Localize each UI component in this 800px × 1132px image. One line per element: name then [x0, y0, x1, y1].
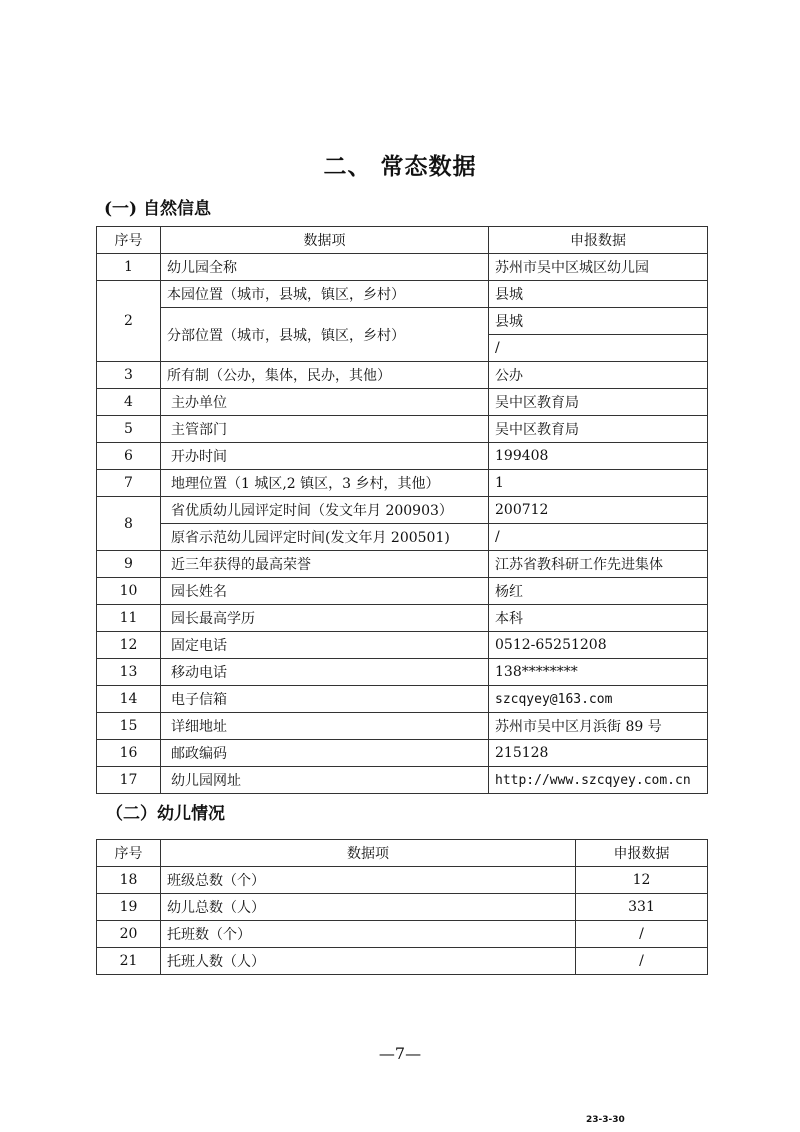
row-no: 2: [97, 281, 161, 362]
row-value: /: [576, 921, 708, 948]
table-row: [97, 767, 708, 794]
row-item: 电子信箱: [161, 686, 489, 713]
table-row: [97, 254, 708, 281]
table-row: [97, 948, 708, 975]
row-item: 移动电话: [161, 659, 489, 686]
row-item: 地理位置（1 城区,2 镇区，3 乡村，其他）: [161, 470, 489, 497]
table-row: [97, 686, 708, 713]
row-item: 主办单位: [161, 389, 489, 416]
table-row: [97, 578, 708, 605]
row-no: 7: [97, 470, 161, 497]
header-item: 数据项: [161, 840, 576, 867]
table-header-row: [97, 840, 708, 867]
row-no: 13: [97, 659, 161, 686]
table-row: [97, 497, 708, 524]
header-value: 申报数据: [576, 840, 708, 867]
row-no: 10: [97, 578, 161, 605]
row-no: 3: [97, 362, 161, 389]
row-no: 21: [97, 948, 161, 975]
row-value: 138********: [489, 659, 708, 686]
table-row: [97, 659, 708, 686]
row-item: 幼儿园全称: [161, 254, 489, 281]
table-header-row: [97, 227, 708, 254]
row-item: 开办时间: [161, 443, 489, 470]
table-row: [97, 632, 708, 659]
row-item: 幼儿园网址: [161, 767, 489, 794]
table-row: [97, 281, 708, 308]
page-title: 二、 常态数据: [323, 153, 477, 180]
header-no: 序号: [97, 227, 161, 254]
row-item: 原省示范幼儿园评定时间(发文年月 200501): [161, 524, 489, 551]
row-item: 固定电话: [161, 632, 489, 659]
row-value: /: [576, 948, 708, 975]
row-value: 215128: [489, 740, 708, 767]
table-row: [97, 362, 708, 389]
row-item: 幼儿总数（人）: [161, 894, 576, 921]
page-number: —7—: [378, 1044, 422, 1063]
table-row: [97, 551, 708, 578]
row-no: 15: [97, 713, 161, 740]
row-no: 17: [97, 767, 161, 794]
row-item: 园长姓名: [161, 578, 489, 605]
row-item: 本园位置（城市，县城，镇区，乡村）: [161, 281, 489, 308]
row-item: 详细地址: [161, 713, 489, 740]
table-row: [97, 740, 708, 767]
row-value: 本科: [489, 605, 708, 632]
row-no: 19: [97, 894, 161, 921]
row-value: 1: [489, 470, 708, 497]
row-value: 吴中区教育局: [489, 389, 708, 416]
row-no: 4: [97, 389, 161, 416]
row-no: 14: [97, 686, 161, 713]
row-value: http://www.szcqyey.com.cn: [489, 767, 708, 794]
row-value: /: [489, 335, 708, 362]
table-row: [97, 867, 708, 894]
row-no: 1: [97, 254, 161, 281]
row-item: 分部位置（城市，县城，镇区，乡村）: [161, 308, 489, 362]
children-info-table: [96, 839, 708, 975]
table-row: [97, 389, 708, 416]
row-no: 8: [97, 497, 161, 551]
table-row: [97, 894, 708, 921]
row-item: 托班数（个）: [161, 921, 576, 948]
row-value: 0512-65251208: [489, 632, 708, 659]
row-no: 20: [97, 921, 161, 948]
row-item: 所有制（公办，集体，民办，其他）: [161, 362, 489, 389]
natural-info-table: [96, 226, 708, 794]
section-title-natural-info: (一) 自然信息: [104, 199, 212, 219]
row-item: 主管部门: [161, 416, 489, 443]
row-value: 199408: [489, 443, 708, 470]
row-value: 331: [576, 894, 708, 921]
row-value: 县城: [489, 308, 708, 335]
row-item: 班级总数（个）: [161, 867, 576, 894]
table-row: [97, 416, 708, 443]
row-value: /: [489, 524, 708, 551]
row-value: 吴中区教育局: [489, 416, 708, 443]
table-row: [97, 921, 708, 948]
header-value: 申报数据: [489, 227, 708, 254]
row-value: 苏州市吴中区月浜街 89 号: [489, 713, 708, 740]
table-row: [97, 524, 708, 551]
date-stamp: 23-3-30: [586, 1115, 625, 1125]
header-item: 数据项: [161, 227, 489, 254]
row-no: 12: [97, 632, 161, 659]
header-no: 序号: [97, 840, 161, 867]
row-value: 公办: [489, 362, 708, 389]
table-row: [97, 605, 708, 632]
table-row: [97, 443, 708, 470]
row-value: 杨红: [489, 578, 708, 605]
row-no: 16: [97, 740, 161, 767]
row-item: 近三年获得的最高荣誉: [161, 551, 489, 578]
row-value: 12: [576, 867, 708, 894]
row-no: 5: [97, 416, 161, 443]
table-row: [97, 470, 708, 497]
table-row: [97, 308, 708, 335]
row-item: 邮政编码: [161, 740, 489, 767]
row-value: 苏州市吴中区城区幼儿园: [489, 254, 708, 281]
row-value: 江苏省教科研工作先进集体: [489, 551, 708, 578]
table-row: [97, 713, 708, 740]
row-no: 9: [97, 551, 161, 578]
row-item: 省优质幼儿园评定时间（发文年月 200903）: [161, 497, 489, 524]
row-value: szcqyey@163.com: [489, 686, 708, 713]
row-value: 200712: [489, 497, 708, 524]
row-item: 托班人数（人）: [161, 948, 576, 975]
section-title-children-info: （二）幼儿情况: [106, 804, 225, 824]
row-no: 6: [97, 443, 161, 470]
row-item: 园长最高学历: [161, 605, 489, 632]
row-no: 11: [97, 605, 161, 632]
row-no: 18: [97, 867, 161, 894]
row-value: 县城: [489, 281, 708, 308]
